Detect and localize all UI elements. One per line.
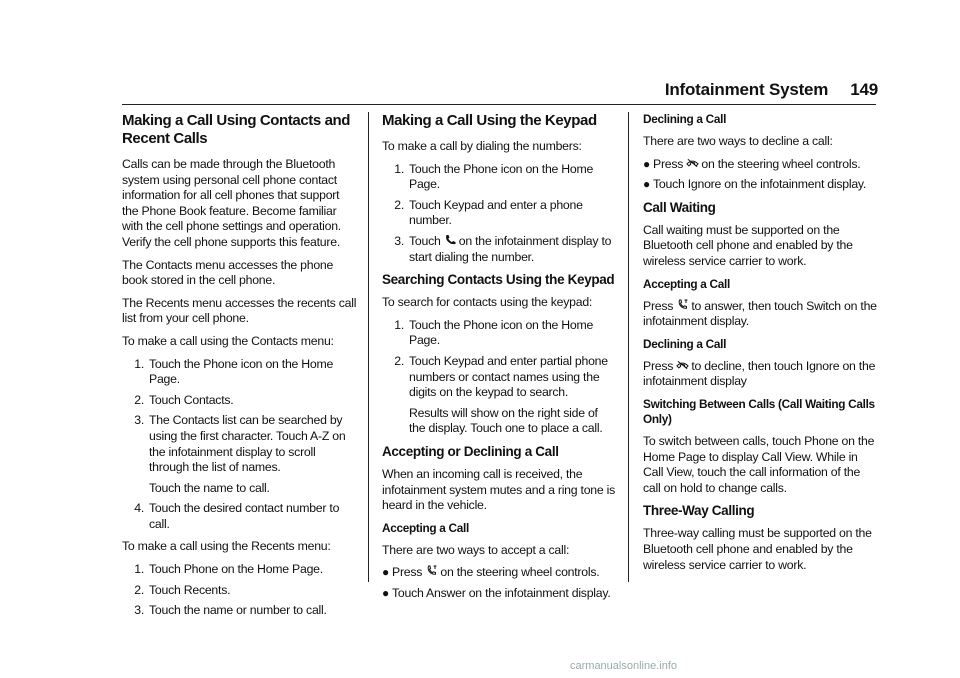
step (122, 583, 358, 599)
step (122, 393, 358, 409)
paragraph: To make a call using the Recents menu: (122, 539, 331, 554)
bullet-text: Press (392, 565, 423, 580)
paragraph: To make a call by dialing the numbers: (382, 139, 582, 153)
step-number: 3. (394, 233, 404, 248)
column-divider (628, 112, 629, 582)
heading-accept-decline: Accepting or Declining a Call (382, 443, 559, 459)
paragraph: When an incoming call is received, the infotainment system mutes and a ring tone is heard in the vehicle. (382, 466, 616, 513)
step-number: 2. (134, 582, 144, 597)
step (382, 162, 616, 193)
step-number: 2. (394, 353, 404, 368)
step (122, 562, 358, 578)
step-subtext: Touch the name to call. (149, 480, 270, 495)
paragraph: The Contacts menu accesses the phone book stored in the cell phone. (122, 257, 334, 288)
paragraph-text: to decline, then touch Ignore on the infotainment display (643, 358, 876, 389)
bullet-item (382, 565, 616, 581)
bullet-text: Touch Ignore on the infotainment display. (653, 177, 867, 192)
step-text: Touch Recents. (149, 582, 231, 597)
subheading-declining: Declining a Call (643, 336, 727, 351)
bullet-icon: ● (643, 177, 650, 192)
subheading-accepting: Accepting a Call (382, 520, 469, 535)
page-number: 149 (850, 80, 878, 99)
paragraph-text: Press (643, 298, 674, 313)
step-text: Touch the name or number to call. (149, 603, 327, 618)
paragraph: Calls can be made through the Bluetooth system using personal cell phone contact information for all cell phones that support the Phone Book feature. Become familiar with the cell phone settings and operation. Verify the cell phone supports this feature. (122, 157, 341, 249)
step-number: 1. (394, 161, 404, 176)
column-3 (643, 112, 879, 580)
step-text: Touch the Phone icon on the Home Page. (149, 356, 334, 387)
step (382, 354, 616, 437)
subheading-switching: Switching Between Calls (Call Waiting Calls Only) (643, 396, 875, 426)
heading-contacts-recent: Making a Call Using Contacts and Recent Calls (122, 112, 351, 147)
keypad-steps (382, 162, 616, 266)
step-number: 1. (134, 562, 144, 577)
recents-steps (122, 562, 358, 619)
page-header (590, 80, 878, 100)
heading-search-contacts: Searching Contacts Using the Keypad (382, 272, 615, 288)
step (382, 234, 616, 265)
column-2 (382, 112, 616, 608)
bullet-text: Press (653, 156, 684, 171)
step-number: 1. (394, 317, 404, 332)
subheading-accepting: Accepting a Call (643, 276, 730, 291)
bullet-item (643, 177, 879, 193)
step-subtext: Results will show on the right side of the display. Touch one to place a call. (409, 405, 603, 436)
step (122, 603, 358, 619)
subheading-declining: Declining a Call (643, 112, 727, 126)
step (382, 198, 616, 229)
paragraph: There are two ways to decline a call: (643, 134, 833, 148)
phone-answer-icon (425, 565, 438, 577)
contacts-steps (122, 357, 358, 533)
decline-bullets (643, 157, 879, 193)
step (122, 357, 358, 388)
paragraph-text: to answer, then touch Switch on the infotainment display. (643, 298, 877, 329)
step-text: on the infotainment display to start dialing the number. (409, 233, 612, 264)
paragraph (643, 359, 879, 390)
phone-hangup-icon (686, 157, 699, 169)
paragraph: To switch between calls, touch Phone on the Home Page to display Call View. While in Call View, touch the call information of the call on hold to change calls. (643, 433, 875, 495)
step (382, 318, 616, 349)
bullet-icon: ● (643, 156, 650, 171)
section-title: Infotainment System (664, 80, 829, 99)
paragraph: To make a call using the Contacts menu: (122, 333, 334, 348)
heading-keypad: Making a Call Using the Keypad (382, 112, 597, 129)
paragraph: Three-way calling must be supported on the Bluetooth cell phone and enabled by the wireless service carrier to work. (643, 526, 872, 572)
phone-dial-icon (444, 234, 457, 246)
phone-hangup-icon (676, 359, 689, 371)
step-number: 3. (134, 413, 144, 428)
step-text: The Contacts list can be searched by using the first character. Touch A-Z on the infotainment display to scroll through the list of names. (149, 413, 346, 475)
step-number: 2. (134, 392, 144, 407)
column-1 (122, 112, 358, 626)
paragraph-text: Press (643, 358, 674, 373)
step (122, 501, 358, 532)
watermark: carmanualsonline.info (570, 660, 678, 672)
bullet-text: on the steering wheel controls. (440, 565, 600, 580)
heading-three-way: Three-Way Calling (643, 503, 755, 519)
step-text: Touch Phone on the Home Page. (149, 562, 323, 577)
step-text: Touch Contacts. (149, 392, 234, 407)
step (122, 413, 358, 496)
step-text: Touch the desired contact number to call. (149, 501, 340, 531)
step-number: 4. (134, 501, 144, 516)
heading-call-waiting: Call Waiting (643, 199, 716, 215)
phone-answer-icon (676, 299, 689, 311)
step-number: 1. (134, 356, 144, 371)
column-divider (368, 112, 369, 582)
bullet-icon: ● (382, 585, 389, 600)
paragraph (643, 299, 879, 330)
step-text: Touch Keypad and enter a phone number. (409, 197, 583, 228)
step-text: Touch the Phone icon on the Home Page. (409, 161, 594, 192)
paragraph: Call waiting must be supported on the Bluetooth cell phone and enabled by the wireless service carrier to work. (643, 222, 853, 268)
paragraph: The Recents menu accesses the recents call list from your cell phone. (122, 295, 357, 326)
step-number: 3. (134, 603, 144, 618)
step-number: 2. (394, 197, 404, 212)
step-text: Touch the Phone icon on the Home Page. (409, 317, 594, 348)
paragraph: To search for contacts using the keypad: (382, 295, 593, 310)
header-rule (122, 104, 876, 105)
step-text: Touch (409, 233, 441, 248)
bullet-text: on the steering wheel controls. (701, 156, 861, 171)
bullet-icon: ● (382, 565, 389, 580)
accept-bullets (382, 565, 616, 601)
bullet-item (643, 157, 879, 173)
paragraph: There are two ways to accept a call: (382, 542, 570, 557)
search-steps (382, 318, 616, 437)
bullet-text: Touch Answer on the infotainment display. (392, 585, 611, 600)
bullet-item (382, 586, 616, 602)
step-text: Touch Keypad and enter partial phone numbers or contact names using the digits on the keypad to search. (409, 353, 608, 400)
